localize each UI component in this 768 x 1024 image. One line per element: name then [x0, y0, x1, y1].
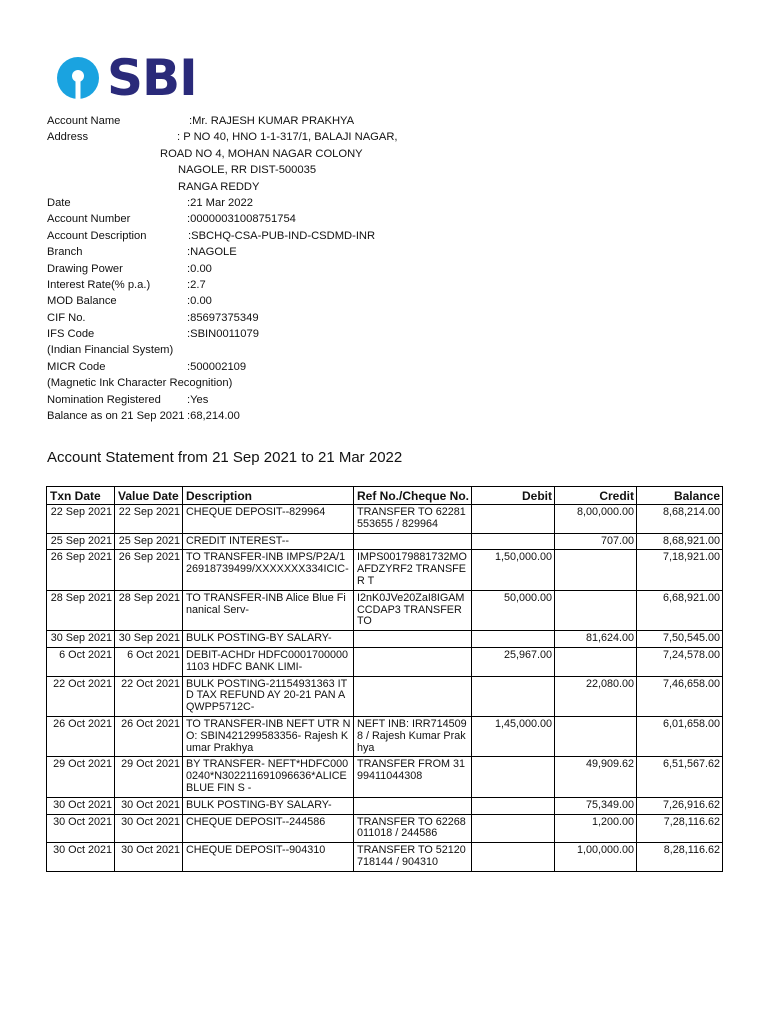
cell-ref: NEFT INB: IRR7145098 / Rajesh Kumar Prakhya — [354, 716, 472, 756]
cell-ref: TRANSFER TO 62281553655 / 829964 — [354, 505, 472, 534]
account-info-value: :Yes — [187, 393, 209, 406]
statement-title: Account Statement from 21 Sep 2021 to 21 Mar 2022 — [47, 449, 403, 466]
cell-balance: 6,51,567.62 — [637, 757, 723, 797]
cell-description: BULK POSTING-BY SALARY- — [183, 631, 354, 648]
cell-debit — [472, 631, 555, 648]
cell-debit: 1,50,000.00 — [472, 550, 555, 590]
account-info-row — [47, 113, 547, 129]
cell-credit: 22,080.00 — [555, 676, 637, 716]
account-info-label: Branch — [47, 246, 83, 259]
sbi-logo-text: SBI — [107, 49, 197, 107]
cell-ref — [354, 647, 472, 676]
cell-debit — [472, 533, 555, 550]
cell-value-date: 26 Oct 2021 — [115, 716, 183, 756]
cell-txn-date: 26 Oct 2021 — [47, 716, 115, 756]
cell-balance: 6,68,921.00 — [637, 590, 723, 630]
table-row — [47, 505, 723, 534]
header-balance: Balance — [637, 487, 723, 505]
account-info-row — [47, 179, 547, 195]
cell-balance: 7,26,916.62 — [637, 797, 723, 814]
cell-value-date: 22 Oct 2021 — [115, 676, 183, 716]
cell-txn-date: 22 Sep 2021 — [47, 505, 115, 534]
header-ref: Ref No./Cheque No. — [354, 487, 472, 505]
account-info-row — [47, 195, 547, 211]
account-info-label: Nomination Registered — [47, 393, 161, 406]
account-info-row — [47, 359, 547, 375]
account-info-row — [47, 310, 547, 326]
table-header-row — [47, 487, 723, 505]
header-debit: Debit — [472, 487, 555, 505]
header-description: Description — [183, 487, 354, 505]
table-row — [47, 716, 723, 756]
cell-credit — [555, 647, 637, 676]
table-row — [47, 757, 723, 797]
cell-credit: 49,909.62 — [555, 757, 637, 797]
cell-balance: 7,46,658.00 — [637, 676, 723, 716]
cell-description: CHEQUE DEPOSIT--829964 — [183, 505, 354, 534]
account-info-label: Account Number — [47, 213, 131, 226]
cell-ref: IMPS00179881732MOAFDZYRF2 TRANSFER T — [354, 550, 472, 590]
cell-txn-date: 6 Oct 2021 — [47, 647, 115, 676]
cell-value-date: 22 Sep 2021 — [115, 505, 183, 534]
account-info-value: :85697375349 — [187, 311, 259, 324]
table-row — [47, 797, 723, 814]
cell-ref — [354, 797, 472, 814]
account-info-row — [47, 162, 547, 178]
account-info-label: Interest Rate(% p.a.) — [47, 278, 151, 291]
account-info-label: CIF No. — [47, 311, 86, 324]
table-row — [47, 550, 723, 590]
cell-balance: 7,28,116.62 — [637, 814, 723, 843]
cell-value-date: 29 Oct 2021 — [115, 757, 183, 797]
cell-credit: 8,00,000.00 — [555, 505, 637, 534]
header-value-date: Value Date — [115, 487, 183, 505]
cell-ref: TRANSFER FROM 3199411044308 — [354, 757, 472, 797]
account-info-row — [47, 261, 547, 277]
table-row — [47, 647, 723, 676]
cell-description: BULK POSTING-BY SALARY- — [183, 797, 354, 814]
cell-value-date: 30 Oct 2021 — [115, 814, 183, 843]
account-info-row — [47, 342, 547, 358]
cell-balance: 7,18,921.00 — [637, 550, 723, 590]
cell-value-date: 28 Sep 2021 — [115, 590, 183, 630]
account-info-label: IFS Code — [47, 328, 95, 341]
account-info-value: :68,214.00 — [187, 410, 240, 423]
cell-credit — [555, 716, 637, 756]
cell-debit — [472, 814, 555, 843]
cell-description: CHEQUE DEPOSIT--904310 — [183, 843, 354, 872]
cell-description: TO TRANSFER-INB IMPS/P2A/126918739499/XXXXXXX334ICIC- — [183, 550, 354, 590]
cell-ref: I2nK0JVe20ZaI8IGAMCCDAP3 TRANSFER TO — [354, 590, 472, 630]
account-info-row — [47, 129, 547, 145]
cell-debit — [472, 676, 555, 716]
cell-value-date: 30 Sep 2021 — [115, 631, 183, 648]
cell-value-date: 25 Sep 2021 — [115, 533, 183, 550]
account-info-label: Drawing Power — [47, 262, 123, 275]
account-info — [47, 113, 547, 424]
cell-txn-date: 25 Sep 2021 — [47, 533, 115, 550]
table-row — [47, 590, 723, 630]
cell-ref: TRANSFER TO 52120718144 / 904310 — [354, 843, 472, 872]
table-row — [47, 533, 723, 550]
account-info-value: :00000031008751754 — [187, 213, 296, 226]
account-info-value: :SBCHQ-CSA-PUB-IND-CSDMD-INR — [188, 229, 376, 242]
account-info-row — [47, 244, 547, 260]
cell-balance: 8,28,116.62 — [637, 843, 723, 872]
account-info-label: Balance as on 21 Sep 2021 — [47, 410, 185, 423]
cell-credit — [555, 590, 637, 630]
cell-value-date: 30 Oct 2021 — [115, 797, 183, 814]
account-info-label: Account Description — [47, 229, 147, 242]
cell-debit — [472, 505, 555, 534]
account-info-label: Address — [47, 131, 89, 144]
cell-description: DEBIT-ACHDr HDFC00017000001103 HDFC BANK LIMI- — [183, 647, 354, 676]
cell-balance: 8,68,214.00 — [637, 505, 723, 534]
cell-credit — [555, 550, 637, 590]
table-row — [47, 843, 723, 872]
cell-value-date: 30 Oct 2021 — [115, 843, 183, 872]
account-info-row — [47, 211, 547, 227]
cell-txn-date: 30 Oct 2021 — [47, 797, 115, 814]
table-row — [47, 631, 723, 648]
cell-debit — [472, 797, 555, 814]
cell-debit: 25,967.00 — [472, 647, 555, 676]
account-info-value: :0.00 — [187, 262, 212, 275]
cell-debit — [472, 757, 555, 797]
account-info-value: :0.00 — [187, 295, 212, 308]
account-info-value: :500002109 — [187, 360, 247, 373]
account-info-value: ROAD NO 4, MOHAN NAGAR COLONY — [160, 147, 363, 160]
cell-credit: 707.00 — [555, 533, 637, 550]
cell-credit: 1,200.00 — [555, 814, 637, 843]
account-info-value: RANGA REDDY — [178, 180, 260, 193]
account-info-value: :21 Mar 2022 — [187, 196, 253, 209]
table-row — [47, 676, 723, 716]
cell-ref — [354, 533, 472, 550]
account-info-row — [47, 408, 547, 424]
cell-credit: 75,349.00 — [555, 797, 637, 814]
cell-balance: 7,50,545.00 — [637, 631, 723, 648]
cell-balance: 7,24,578.00 — [637, 647, 723, 676]
cell-description: CHEQUE DEPOSIT--244586 — [183, 814, 354, 843]
account-info-row — [47, 375, 547, 391]
cell-txn-date: 30 Oct 2021 — [47, 814, 115, 843]
account-info-label: (Magnetic Ink Character Recognition) — [47, 377, 233, 390]
account-info-value: :SBIN0011079 — [187, 328, 259, 341]
cell-description: TO TRANSFER-INB Alice Blue Finanical Serv- — [183, 590, 354, 630]
account-info-row — [47, 293, 547, 309]
account-info-row — [47, 277, 547, 293]
cell-balance: 8,68,921.00 — [637, 533, 723, 550]
account-info-value: : P NO 40, HNO 1-1-317/1, BALAJI NAGAR, — [177, 131, 398, 144]
account-info-label: MOD Balance — [47, 295, 117, 308]
cell-txn-date: 22 Oct 2021 — [47, 676, 115, 716]
account-info-value: NAGOLE, RR DIST-500035 — [178, 164, 317, 177]
sbi-logo — [55, 49, 197, 107]
cell-txn-date: 26 Sep 2021 — [47, 550, 115, 590]
account-info-row — [47, 146, 547, 162]
cell-debit: 1,45,000.00 — [472, 716, 555, 756]
cell-txn-date: 29 Oct 2021 — [47, 757, 115, 797]
account-info-row — [47, 228, 547, 244]
transactions-table — [46, 486, 723, 872]
cell-description: TO TRANSFER-INB NEFT UTR NO: SBIN421299583356- Rajesh Kumar Prakhya — [183, 716, 354, 756]
cell-value-date: 26 Sep 2021 — [115, 550, 183, 590]
cell-credit: 81,624.00 — [555, 631, 637, 648]
cell-description: CREDIT INTEREST-- — [183, 533, 354, 550]
cell-credit: 1,00,000.00 — [555, 843, 637, 872]
cell-txn-date: 30 Oct 2021 — [47, 843, 115, 872]
account-info-value: :Mr. RAJESH KUMAR PRAKHYA — [189, 115, 355, 127]
cell-description: BULK POSTING-21154931363 ITD TAX REFUND AY 20-21 PAN AQWPP5712C- — [183, 676, 354, 716]
account-info-label: (Indian Financial System) — [47, 344, 174, 357]
cell-debit — [472, 843, 555, 872]
sbi-keyhole-icon — [55, 55, 101, 101]
cell-ref — [354, 631, 472, 648]
cell-txn-date: 30 Sep 2021 — [47, 631, 115, 648]
cell-ref: TRANSFER TO 62268011018 / 244586 — [354, 814, 472, 843]
account-info-row — [47, 326, 547, 342]
account-info-label: Date — [47, 196, 71, 209]
table-row — [47, 814, 723, 843]
header-txn-date: Txn Date — [47, 487, 115, 505]
account-info-value: :NAGOLE — [187, 246, 237, 259]
cell-value-date: 6 Oct 2021 — [115, 647, 183, 676]
header-credit: Credit — [555, 487, 637, 505]
cell-balance: 6,01,658.00 — [637, 716, 723, 756]
account-info-label: Account Name — [47, 115, 121, 127]
cell-txn-date: 28 Sep 2021 — [47, 590, 115, 630]
account-info-row — [47, 392, 547, 408]
cell-description: BY TRANSFER- NEFT*HDFC0000240*N302211691096636*ALICE BLUE FIN S - — [183, 757, 354, 797]
account-info-value: :2.7 — [187, 278, 206, 291]
cell-debit: 50,000.00 — [472, 590, 555, 630]
account-info-label: MICR Code — [47, 360, 106, 373]
cell-ref — [354, 676, 472, 716]
